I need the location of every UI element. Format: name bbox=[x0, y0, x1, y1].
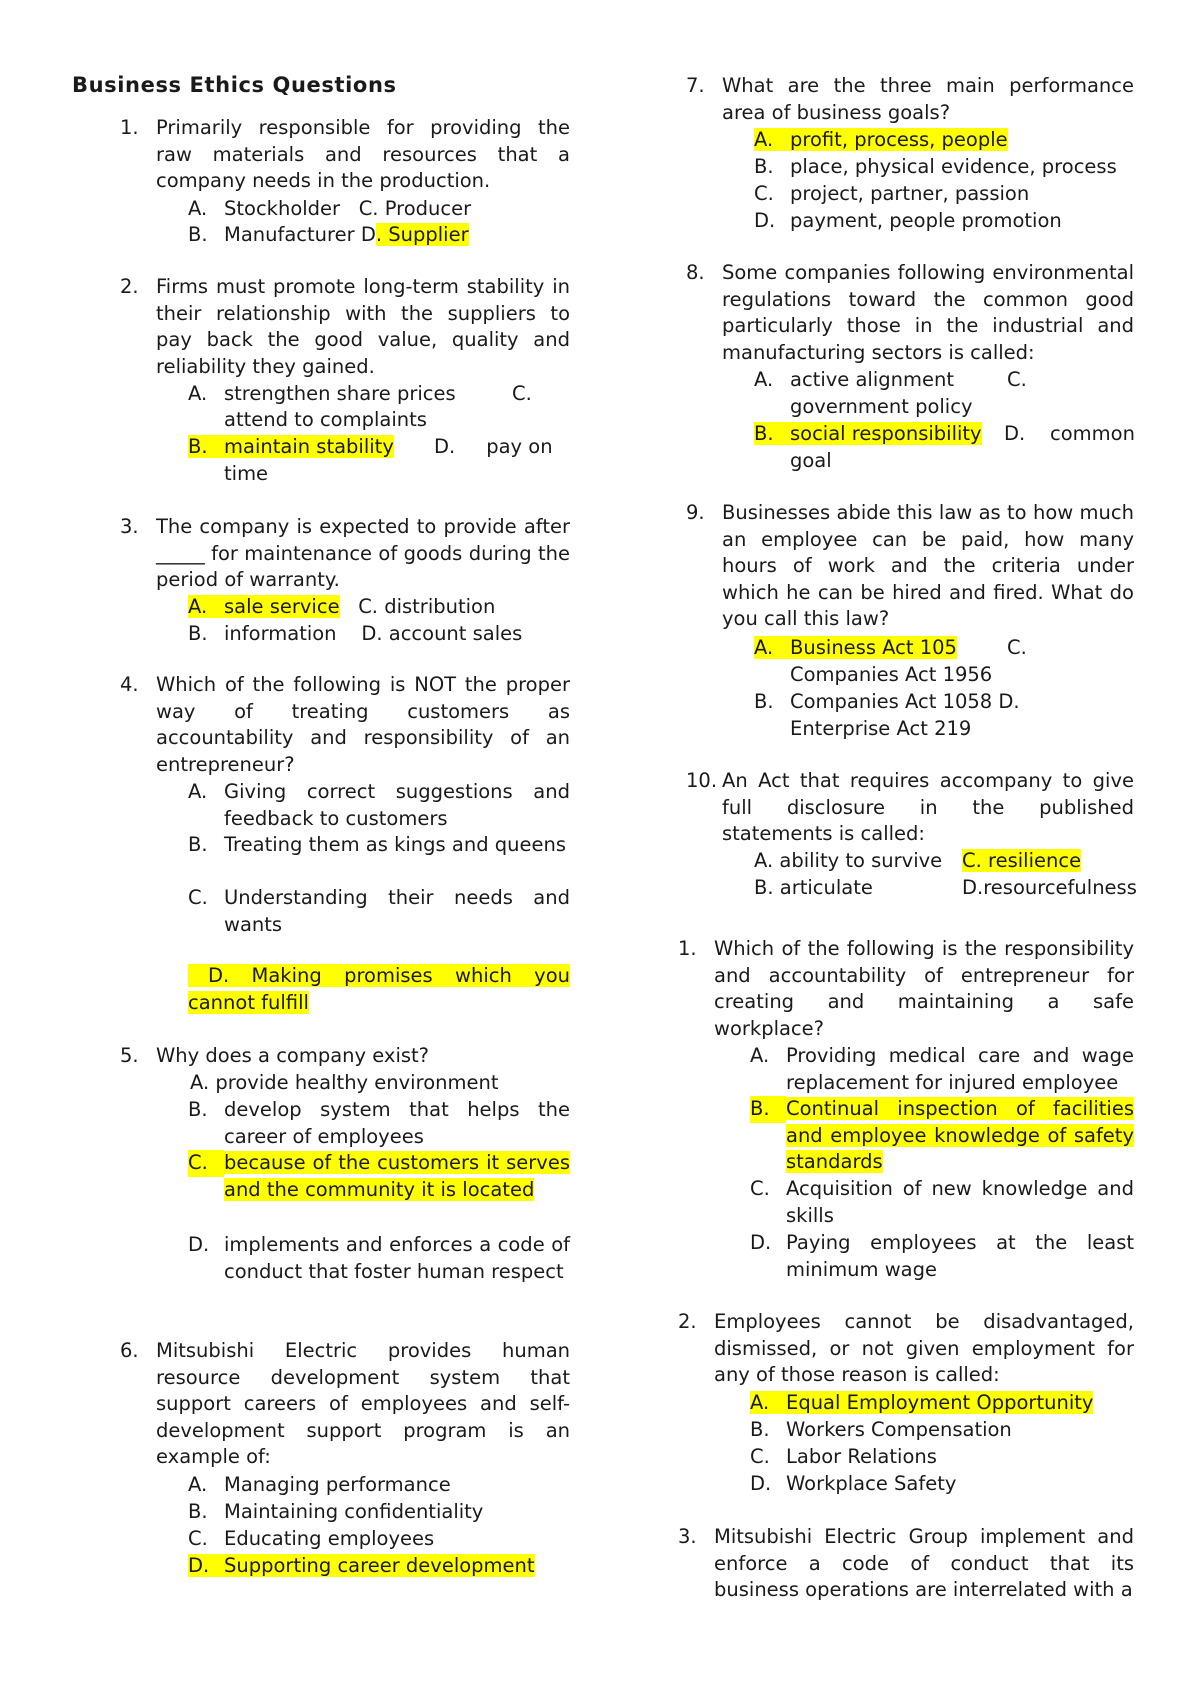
answer-highlight: D. Making promises which you cannot fulfill bbox=[188, 964, 570, 1014]
option-row: B. information D. account sales bbox=[188, 622, 523, 645]
option-row: C. Labor Relations bbox=[750, 1445, 937, 1468]
question-7: 7. What are the three main performance area of business goals? bbox=[686, 74, 1134, 124]
question-3: 3. The company is expected to provide after _____ for maintenance of goods during the period of warranty. bbox=[120, 515, 570, 591]
option-row: C. project, partner, passion bbox=[754, 182, 1030, 205]
answer-highlight: A. profit, process, people bbox=[754, 128, 1008, 151]
question-6: 6. Mitsubishi Electric provides human resource development system that support careers of employees and self-development support program is an example of: bbox=[120, 1339, 570, 1468]
option-row: A. strengthen share prices bbox=[188, 382, 456, 405]
option-row: B. Manufacturer D. Supplier bbox=[188, 223, 469, 246]
option-row bbox=[754, 421, 982, 448]
question-9: 9. Businesses abide this law as to how much an employee can be paid, how many hours of work and the criteria under which he can be hired and fired. What do you call this law? bbox=[686, 501, 1134, 630]
option-row: D. payment, people promotion bbox=[754, 209, 1062, 232]
option-row: D. Paying employees at the least minimum wage bbox=[750, 1231, 1134, 1281]
answer-highlight: because of the customers it serves and the community it is located bbox=[224, 1151, 570, 1201]
option-row: goal bbox=[790, 449, 832, 472]
option-row bbox=[750, 1390, 1093, 1417]
option-row: A. Providing medical care and wage replacement for injured employee bbox=[750, 1044, 1134, 1094]
option-row: B. Maintaining confidentiality bbox=[188, 1500, 484, 1523]
option-row bbox=[188, 963, 570, 1016]
option-row: A. Stockholder C. Producer bbox=[188, 197, 472, 220]
option-row: B. develop system that helps the career of employees bbox=[188, 1098, 570, 1148]
answer-highlight: A. Equal Employment Opportunity bbox=[750, 1391, 1094, 1414]
answer-highlight: C. resilience bbox=[962, 849, 1082, 872]
question-2-2: 2. Employees cannot be disadvantaged, dismissed, or not given employment for any of those reason is called: bbox=[678, 1310, 1134, 1386]
option-row: government policy bbox=[790, 395, 973, 418]
option-row: B. Companies Act 1058 D. bbox=[754, 690, 1020, 713]
question-1 bbox=[120, 115, 570, 195]
question-10: 10. An Act that requires accompany to give full disclosure in the published statements is called: bbox=[686, 769, 1134, 845]
option-row: D. implements and enforces a code of conduct that foster human respect bbox=[188, 1233, 570, 1283]
option-row bbox=[188, 1553, 535, 1580]
option-row: C. because of the customers it serves and the community it is located bbox=[188, 1151, 570, 1201]
option-row: A. sale service C. distribution bbox=[188, 595, 496, 618]
answer-highlight: B. maintain stability bbox=[188, 435, 394, 458]
answer-highlight: D. Supporting career development bbox=[188, 1554, 535, 1577]
option-row bbox=[754, 127, 1008, 154]
option-row: D.resourcefulness bbox=[962, 876, 1137, 899]
option-row: D. common bbox=[1004, 422, 1135, 445]
option-row: B. Continual inspection of facilities and employee knowledge of safety standards bbox=[750, 1097, 1134, 1173]
answer-highlight: A. Business Act 105 bbox=[754, 636, 957, 659]
option-row: B. Treating them as kings and queens bbox=[188, 833, 567, 856]
question-8: 8. Some companies following environmental regulations toward the common good particularly those in the industrial and manufacturing sectors is called: bbox=[686, 261, 1134, 364]
option-row: A. provide healthy environment bbox=[190, 1071, 499, 1094]
option-row: C. Educating employees bbox=[188, 1527, 435, 1550]
question-2-3: 3. Mitsubishi Electric Group implement and enforce a code of conduct that its business operations are interrelated with a bbox=[678, 1525, 1134, 1601]
option-row: Companies Act 1956 bbox=[790, 663, 993, 686]
answer-highlight: Continual inspection of facilities and employee knowledge of safety standards bbox=[786, 1097, 1134, 1173]
option-row: B. articulate bbox=[754, 876, 873, 899]
option-row: C. Acquisition of new knowledge and skills bbox=[750, 1177, 1134, 1227]
option-row: C. bbox=[1007, 368, 1027, 391]
question-number: 1. bbox=[120, 116, 139, 139]
option-row: D. pay on bbox=[434, 435, 553, 458]
option-row: Enterprise Act 219 bbox=[790, 717, 972, 740]
question-2: 2. Firms must promote long-term stability in their relationship with the suppliers to pay back the good value, quality and reliability they gained. bbox=[120, 275, 570, 378]
option-row: B. Workers Compensation bbox=[750, 1418, 1012, 1441]
option-row: A. active alignment bbox=[754, 368, 954, 391]
option-row: A. Managing performance bbox=[188, 1473, 451, 1496]
answer-highlight: . Supplier bbox=[375, 223, 469, 246]
option-row: C. bbox=[1007, 636, 1027, 659]
option-row bbox=[188, 434, 394, 461]
question-text: Primarily responsible for providing the raw materials and resources that a company needs in the production. bbox=[156, 116, 570, 192]
answer-highlight: B. social responsibility bbox=[754, 422, 982, 445]
question-4: 4. Which of the following is NOT the proper way of treating customers as accountability and responsibility of an entrepreneur? bbox=[120, 673, 570, 776]
option-row: C. Understanding their needs and wants bbox=[188, 886, 570, 936]
document-title: Business Ethics Questions bbox=[72, 73, 397, 97]
option-row bbox=[962, 848, 1081, 875]
option-row: D. Workplace Safety bbox=[750, 1472, 957, 1495]
answer-highlight: A. sale service bbox=[188, 595, 340, 618]
option-row: B. place, physical evidence, process bbox=[754, 155, 1117, 178]
question-2-1: 1. Which of the following is the responsibility and accountability of entrepreneur for creating and maintaining a safe workplace? bbox=[678, 937, 1134, 1040]
option-row: time bbox=[224, 462, 269, 485]
option-row: A. ability to survive bbox=[754, 849, 943, 872]
question-5: 5. Why does a company exist? bbox=[120, 1044, 430, 1067]
option-row: C. bbox=[512, 382, 532, 405]
option-row: attend to complaints bbox=[224, 408, 427, 431]
option-row bbox=[754, 635, 957, 662]
option-row: A. Giving correct suggestions and feedback to customers bbox=[188, 780, 570, 830]
